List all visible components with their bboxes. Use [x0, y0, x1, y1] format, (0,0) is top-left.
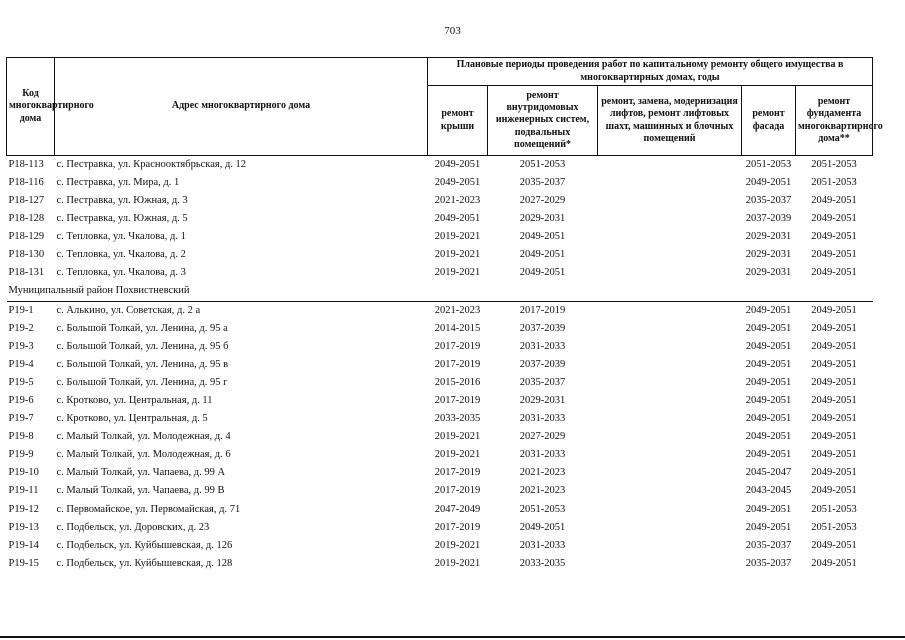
- cell-code: Р19-6: [8, 395, 34, 407]
- cell-found: 2049-2051: [811, 413, 857, 425]
- table-row: [7, 320, 873, 338]
- cell-found: 2049-2051: [811, 376, 857, 388]
- cell-lift: [598, 338, 742, 356]
- cell-found: 2051-2053: [811, 521, 857, 533]
- cell-address: с. Пестравка, ул. Мира, д. 1: [56, 176, 180, 188]
- cell-eng: 2037-2039: [519, 358, 566, 370]
- cell-facade: 2049-2051: [745, 413, 792, 425]
- cell-facade: 2051-2053: [745, 158, 792, 170]
- cell-address: с. Тепловка, ул. Чкалова, д. 1: [56, 231, 186, 243]
- cell-found: 2049-2051: [811, 539, 857, 551]
- rows-group-b: [7, 301, 873, 573]
- cell-address: с. Большой Толкай, ул. Ленина, д. 95 в: [56, 358, 229, 370]
- cell-address: с. Подбельск, ул. Куйбышевская, д. 128: [56, 557, 233, 569]
- table-row: [7, 210, 873, 228]
- table-row: [7, 338, 873, 356]
- cell-lift: [598, 410, 742, 428]
- cell-lift: [598, 301, 742, 320]
- cell-eng: 2035-2037: [519, 176, 566, 188]
- cell-roof: 2033-2035: [434, 413, 481, 425]
- cell-roof: 2017-2019: [434, 485, 481, 497]
- cell-lift: [598, 356, 742, 374]
- cell-found: 2049-2051: [811, 213, 857, 225]
- cell-code: Р18-127: [8, 194, 45, 206]
- cell-roof: 2019-2021: [434, 431, 481, 443]
- cell-address: с. Малый Толкай, ул. Чапаева, д. 99 В: [56, 485, 225, 497]
- cell-found: 2049-2051: [811, 467, 857, 479]
- cell-address: с. Подбельск, ул. Доровских, д. 23: [56, 521, 210, 533]
- cell-roof: 2019-2021: [434, 449, 481, 461]
- cell-facade: 2049-2051: [745, 304, 792, 316]
- cell-eng: 2031-2033: [519, 340, 566, 352]
- table-row: [7, 447, 873, 465]
- cell-eng: 2035-2037: [519, 376, 566, 388]
- table-row: [7, 555, 873, 573]
- cell-facade: 2049-2051: [745, 376, 792, 388]
- cell-facade: 2049-2051: [745, 340, 792, 352]
- cell-address: с. Малый Толкай, ул. Молодежная, д. 4: [56, 431, 231, 443]
- table-header: [7, 58, 883, 156]
- cell-found: 2049-2051: [811, 322, 857, 334]
- cell-facade: 2049-2051: [745, 521, 792, 533]
- cell-lift: [598, 265, 742, 283]
- cell-facade: 2049-2051: [745, 449, 792, 461]
- cell-lift: [598, 228, 742, 246]
- cell-lift: [598, 465, 742, 483]
- header-address: Адрес многоквартирного дома: [55, 58, 428, 156]
- table-row: [7, 501, 873, 519]
- cell-lift: [598, 246, 742, 264]
- cell-found: 2049-2051: [811, 267, 857, 279]
- cell-roof: 2021-2023: [434, 304, 481, 316]
- cell-code: Р19-11: [8, 485, 39, 497]
- cell-facade: 2043-2045: [745, 485, 792, 497]
- table-row: [7, 519, 873, 537]
- cell-found: 2049-2051: [811, 485, 857, 497]
- cell-address: с. Тепловка, ул. Чкалова, д. 3: [56, 267, 186, 279]
- header-engineering: ремонт внутридомовых инженерных систем, подвальных помещений*: [488, 86, 598, 156]
- cell-code: Р18-130: [8, 249, 45, 261]
- cell-eng: 2027-2029: [519, 431, 566, 443]
- cell-roof: 2017-2019: [434, 340, 481, 352]
- cell-lift: [598, 320, 742, 338]
- cell-roof: 2017-2019: [434, 358, 481, 370]
- table-row: [7, 537, 873, 555]
- cell-found: 2049-2051: [811, 395, 857, 407]
- cell-lift: [598, 174, 742, 192]
- cell-roof: 2019-2021: [434, 267, 481, 279]
- cell-code: Р19-5: [8, 376, 34, 388]
- cell-address: с. Кротково, ул. Центральная, д. 5: [56, 413, 208, 425]
- cell-found: 2049-2051: [811, 449, 857, 461]
- table-row: [7, 374, 873, 392]
- section-row: [7, 283, 873, 302]
- header-roof: ремонт крыши: [428, 86, 488, 156]
- table-row: [7, 428, 873, 446]
- cell-found: 2049-2051: [811, 194, 857, 206]
- cell-eng: 2021-2023: [519, 485, 566, 497]
- cell-found: 2049-2051: [811, 304, 857, 316]
- cell-lift: [598, 428, 742, 446]
- cell-lift: [598, 447, 742, 465]
- cell-address: с. Алькино, ул. Советская, д. 2 а: [56, 304, 201, 316]
- cell-eng: 2049-2051: [519, 521, 566, 533]
- cell-roof: 2017-2019: [434, 467, 481, 479]
- cell-roof: 2049-2051: [434, 158, 481, 170]
- cell-code: Р19-3: [8, 340, 34, 352]
- cell-address: с. Кротково, ул. Центральная, д. 11: [56, 395, 213, 407]
- header-facade: ремонт фасада: [742, 86, 796, 156]
- bottom-rule: [0, 636, 905, 638]
- cell-found: 2049-2051: [811, 231, 857, 243]
- cell-lift: [598, 501, 742, 519]
- rows-group-a: [7, 156, 873, 302]
- cell-code: Р19-8: [8, 431, 34, 443]
- cell-found: 2049-2051: [811, 431, 857, 443]
- cell-code: Р19-9: [8, 449, 34, 461]
- cell-found: 2049-2051: [811, 340, 857, 352]
- cell-address: с. Пестравка, ул. Южная, д. 3: [56, 194, 188, 206]
- cell-code: Р19-1: [8, 304, 34, 316]
- cell-found: 2049-2051: [811, 557, 857, 569]
- cell-roof: 2019-2021: [434, 557, 481, 569]
- table-row: [7, 301, 873, 320]
- cell-facade: 2029-2031: [745, 231, 792, 243]
- cell-lift: [598, 210, 742, 228]
- cell-roof: 2015-2016: [434, 376, 481, 388]
- cell-lift: [598, 537, 742, 555]
- cell-code: Р18-116: [8, 176, 44, 188]
- cell-address: с. Пестравка, ул. Краснооктябрьская, д. 12: [56, 158, 247, 170]
- cell-eng: 2017-2019: [519, 304, 566, 316]
- header-foundation: ремонт фундамента многоквартирного дома**: [796, 86, 873, 156]
- header-code: Код многоквартирного дома: [7, 58, 55, 156]
- cell-eng: 2049-2051: [519, 267, 566, 279]
- cell-address: с. Большой Толкай, ул. Ленина, д. 95 б: [56, 340, 229, 352]
- cell-found: 2051-2053: [811, 503, 857, 515]
- cell-facade: 2035-2037: [745, 539, 792, 551]
- cell-facade: 2037-2039: [745, 213, 792, 225]
- cell-facade: 2049-2051: [745, 503, 792, 515]
- cell-lift: [598, 392, 742, 410]
- repair-schedule-table: [6, 57, 883, 573]
- cell-lift: [598, 519, 742, 537]
- cell-eng: 2029-2031: [519, 395, 566, 407]
- table-row: [7, 228, 873, 246]
- cell-facade: 2035-2037: [745, 557, 792, 569]
- cell-address: с. Пестравка, ул. Южная, д. 5: [56, 213, 188, 225]
- cell-eng: 2031-2033: [519, 539, 566, 551]
- cell-eng: 2051-2053: [519, 503, 566, 515]
- cell-code: Р19-12: [8, 503, 39, 515]
- cell-lift: [598, 483, 742, 501]
- cell-code: Р19-2: [8, 322, 34, 334]
- table-row: [7, 356, 873, 374]
- table-row: [7, 156, 873, 175]
- cell-roof: 2019-2021: [434, 249, 481, 261]
- cell-facade: 2049-2051: [745, 176, 792, 188]
- cell-address: с. Малый Толкай, ул. Чапаева, д. 99 А: [56, 467, 226, 479]
- cell-facade: 2035-2037: [745, 194, 792, 206]
- cell-code: Р19-15: [8, 557, 39, 569]
- cell-facade: 2045-2047: [745, 467, 792, 479]
- cell-facade: 2029-2031: [745, 249, 792, 261]
- cell-eng: 2037-2039: [519, 322, 566, 334]
- table-row: [7, 174, 873, 192]
- table-row: [7, 246, 873, 264]
- section-title: Муниципальный район Похвистневский: [8, 285, 190, 297]
- table-row: [7, 483, 873, 501]
- cell-address: с. Большой Толкай, ул. Ленина, д. 95 а: [56, 322, 228, 334]
- cell-facade: 2049-2051: [745, 395, 792, 407]
- cell-address: с. Большой Толкай, ул. Ленина, д. 95 г: [56, 376, 228, 388]
- header-lifts: ремонт, замена, модернизация лифтов, ремонт лифтовых шахт, машинных и блочных помещений: [598, 86, 742, 156]
- cell-code: Р19-13: [8, 521, 39, 533]
- header-periods-group: Плановые периоды проведения работ по капитальному ремонту общего имущества в многоквартирных домах, годы: [428, 58, 873, 86]
- cell-lift: [598, 156, 742, 175]
- cell-address: с. Малый Толкай, ул. Молодежная, д. 6: [56, 449, 231, 461]
- cell-eng: 2021-2023: [519, 467, 566, 479]
- cell-facade: 2049-2051: [745, 322, 792, 334]
- cell-roof: 2019-2021: [434, 231, 481, 243]
- table-row: [7, 192, 873, 210]
- cell-lift: [598, 374, 742, 392]
- table-row: [7, 392, 873, 410]
- cell-lift: [598, 555, 742, 573]
- cell-code: Р18-128: [8, 213, 45, 225]
- cell-eng: 2049-2051: [519, 249, 566, 261]
- table-row: [7, 265, 873, 283]
- cell-code: Р18-131: [8, 267, 45, 279]
- cell-roof: 2021-2023: [434, 194, 481, 206]
- table-row: [7, 410, 873, 428]
- cell-found: 2051-2053: [811, 158, 857, 170]
- cell-address: с. Тепловка, ул. Чкалова, д. 2: [56, 249, 186, 261]
- cell-code: Р19-7: [8, 413, 34, 425]
- cell-eng: 2031-2033: [519, 449, 566, 461]
- cell-address: с. Подбельск, ул. Куйбышевская, д. 126: [56, 539, 233, 551]
- page-number: 703: [444, 25, 461, 37]
- cell-eng: 2029-2031: [519, 213, 566, 225]
- cell-eng: 2027-2029: [519, 194, 566, 206]
- cell-facade: 2029-2031: [745, 267, 792, 279]
- cell-eng: 2049-2051: [519, 231, 566, 243]
- cell-code: Р19-14: [8, 539, 39, 551]
- cell-roof: 2019-2021: [434, 539, 481, 551]
- cell-roof: 2049-2051: [434, 176, 481, 188]
- cell-eng: 2031-2033: [519, 413, 566, 425]
- cell-found: 2049-2051: [811, 358, 857, 370]
- cell-found: 2049-2051: [811, 249, 857, 261]
- cell-eng: 2033-2035: [519, 557, 566, 569]
- cell-roof: 2014-2015: [434, 322, 481, 334]
- cell-roof: 2047-2049: [434, 503, 481, 515]
- cell-roof: 2017-2019: [434, 521, 481, 533]
- cell-facade: 2049-2051: [745, 358, 792, 370]
- cell-lift: [598, 192, 742, 210]
- cell-found: 2051-2053: [811, 176, 857, 188]
- cell-roof: 2049-2051: [434, 213, 481, 225]
- cell-facade: 2049-2051: [745, 431, 792, 443]
- cell-address: с. Первомайское, ул. Первомайская, д. 71: [56, 503, 241, 515]
- cell-eng: 2051-2053: [519, 158, 566, 170]
- cell-code: Р19-10: [8, 467, 39, 479]
- cell-code: Р18-113: [8, 158, 44, 170]
- cell-roof: 2017-2019: [434, 395, 481, 407]
- cell-code: Р19-4: [8, 358, 34, 370]
- cell-code: Р18-129: [8, 231, 45, 243]
- table-row: [7, 465, 873, 483]
